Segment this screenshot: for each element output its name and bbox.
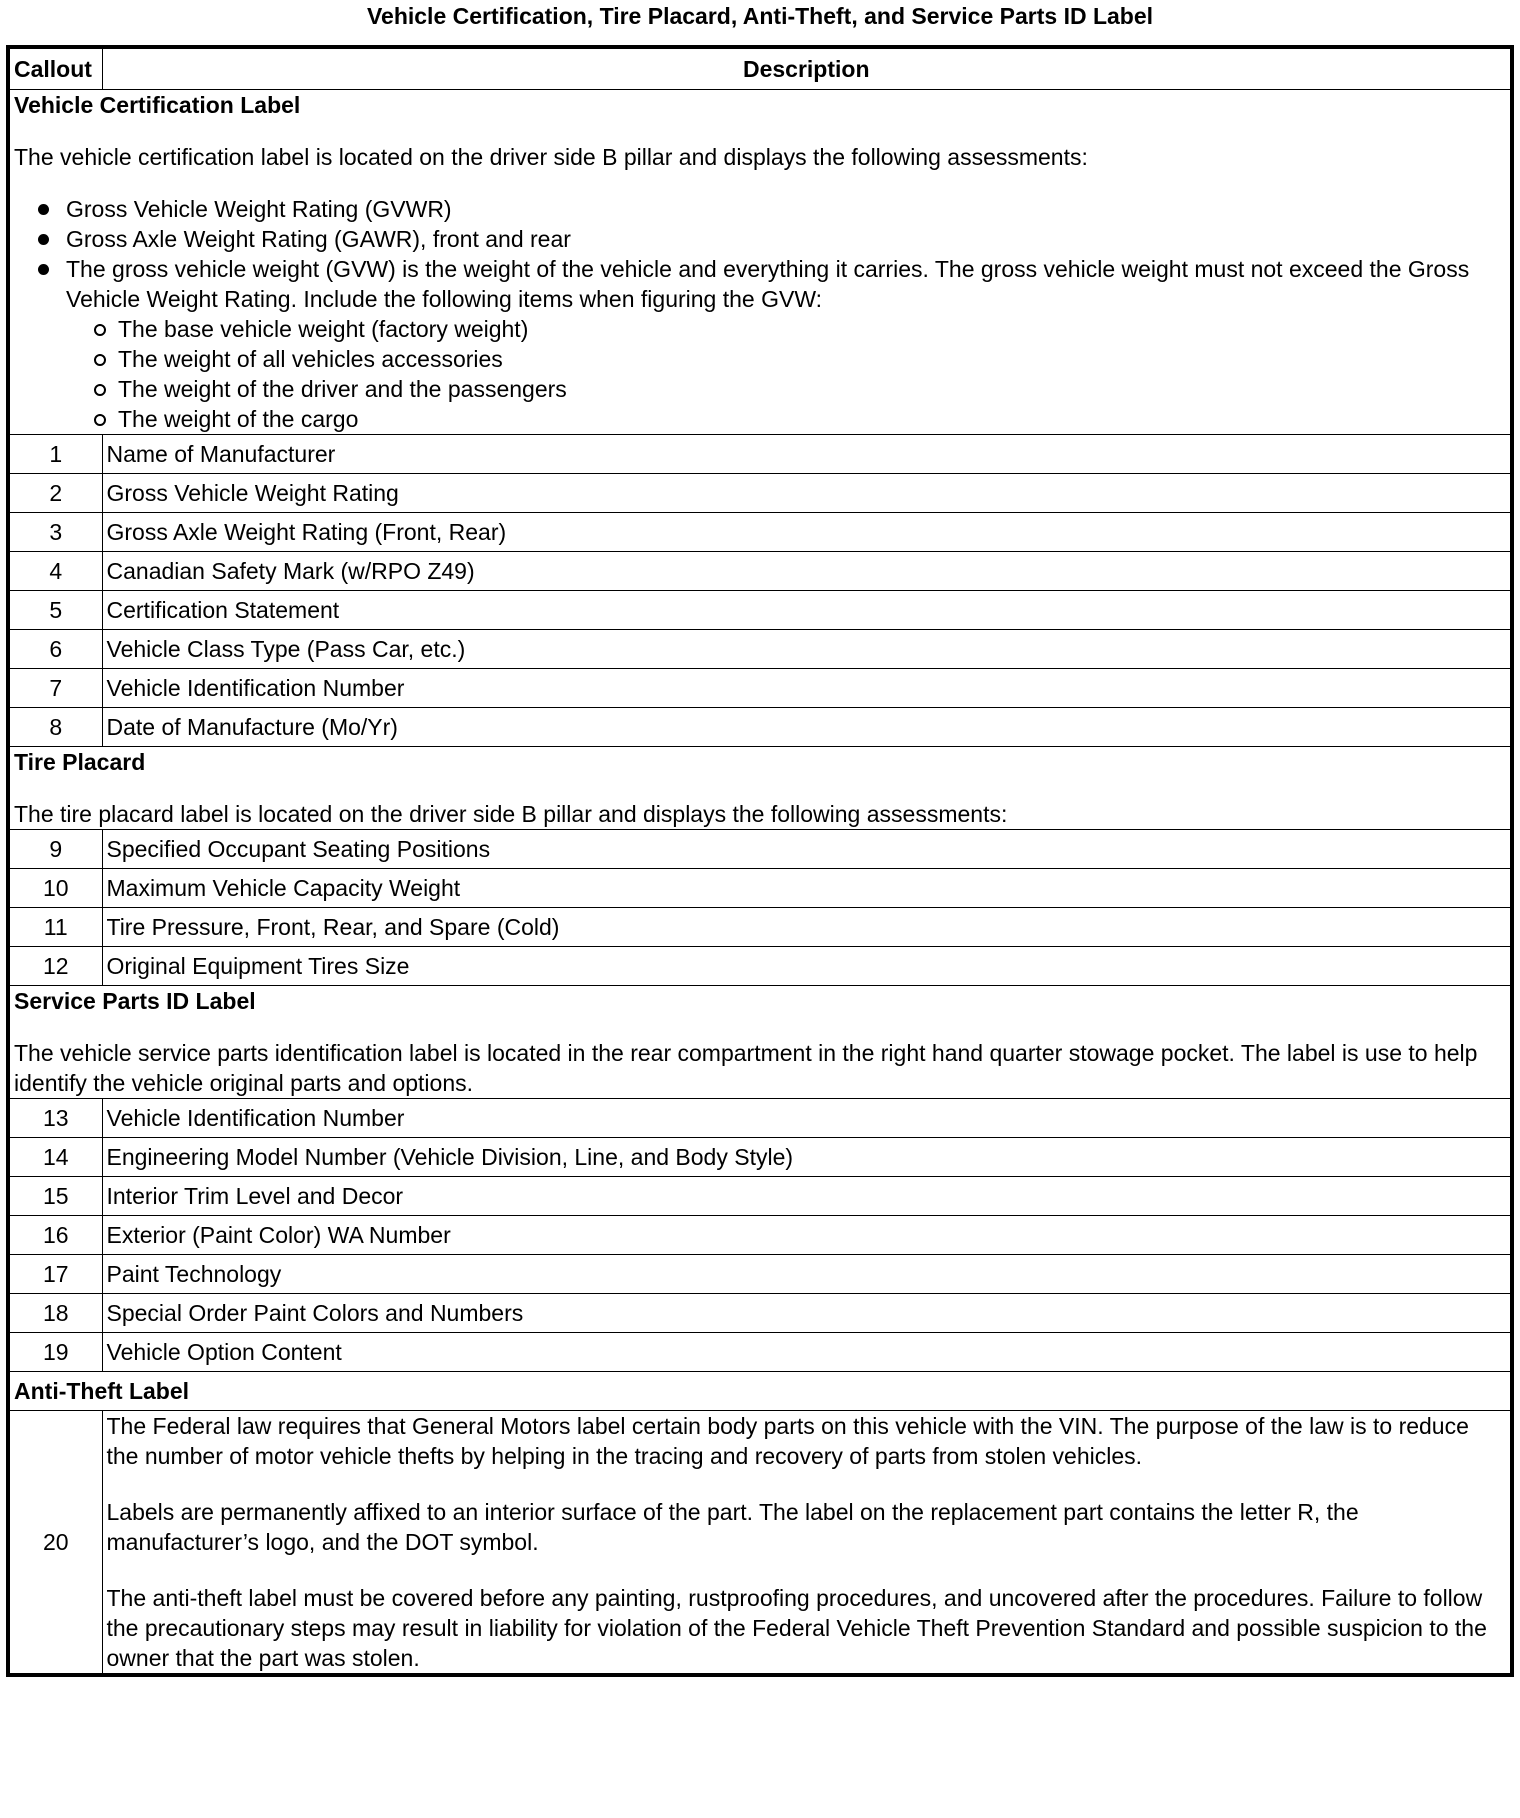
callout-description: Specified Occupant Seating Positions: [102, 830, 1512, 869]
callout-number: 9: [8, 830, 102, 869]
sub-bullet-item: The weight of all vehicles accessories: [66, 344, 1506, 374]
table-row: [8, 908, 1512, 947]
callout-number: 1: [8, 435, 102, 474]
table-row: [8, 1216, 1512, 1255]
sub-bullet-item: The weight of the cargo: [66, 404, 1506, 434]
callout-number: 14: [8, 1138, 102, 1177]
callout-description: Vehicle Class Type (Pass Car, etc.): [102, 630, 1512, 669]
bullet-text: The gross vehicle weight (GVW) is the weight of the vehicle and everything it carries. The gross vehicle weight must not exceed the Gross Vehicle Weight Rating. Include the following items when figuring the GVW:: [66, 256, 1470, 312]
callout-number: 20: [8, 1411, 102, 1676]
section-service-parts-id: [8, 986, 1512, 1099]
section-row: [8, 1372, 1512, 1411]
callout-number: 7: [8, 669, 102, 708]
table-row: [8, 1294, 1512, 1333]
callout-number: 18: [8, 1294, 102, 1333]
callout-description: Name of Manufacturer: [102, 435, 1512, 474]
paragraph: The Federal law requires that General Motors label certain body parts on this vehicle with the VIN. The purpose of the law is to reduce the number of motor vehicle thefts by helping in the tracing and recovery of parts from stolen vehicles.: [106, 1413, 1469, 1469]
callout-description: Vehicle Identification Number: [102, 1099, 1512, 1138]
table-row: [8, 1411, 1512, 1676]
section-row: [8, 747, 1512, 830]
bullet-list: [14, 194, 1506, 434]
callout-description: Canadian Safety Mark (w/RPO Z49): [102, 552, 1512, 591]
callout-description: Interior Trim Level and Decor: [102, 1177, 1512, 1216]
callout-description: Original Equipment Tires Size: [102, 947, 1512, 986]
bullet-item: [14, 254, 1506, 434]
table-row: [8, 1099, 1512, 1138]
bullet-item: Gross Vehicle Weight Rating (GVWR): [14, 194, 1506, 224]
callout-number: 16: [8, 1216, 102, 1255]
table-row: [8, 1333, 1512, 1372]
callout-number: 4: [8, 552, 102, 591]
callout-number: 10: [8, 869, 102, 908]
callout-number: 17: [8, 1255, 102, 1294]
table-row: [8, 1177, 1512, 1216]
callout-description: Special Order Paint Colors and Numbers: [102, 1294, 1512, 1333]
section-title: Tire Placard: [14, 749, 146, 775]
section-anti-theft: [8, 1372, 1512, 1411]
section-title: Vehicle Certification Label: [14, 92, 301, 118]
section-row: [8, 986, 1512, 1099]
table-row: [8, 474, 1512, 513]
bullet-item: Gross Axle Weight Rating (GAWR), front and rear: [14, 224, 1506, 254]
section-title: Anti-Theft Label: [14, 1378, 190, 1404]
section-intro: The vehicle certification label is located on the driver side B pillar and displays the following assessments:: [14, 144, 1088, 170]
callout-number: 3: [8, 513, 102, 552]
section-vehicle-certification: [8, 90, 1512, 435]
page-title: Vehicle Certification, Tire Placard, Anti-Theft, and Service Parts ID Label: [366, 3, 1154, 29]
section-row: [8, 90, 1512, 435]
callout-number: 11: [8, 908, 102, 947]
callout-number: 8: [8, 708, 102, 747]
callout-description: Maximum Vehicle Capacity Weight: [102, 869, 1512, 908]
description-header: Description: [102, 47, 1512, 90]
table-row: [8, 591, 1512, 630]
table-row: [8, 1255, 1512, 1294]
paragraph: The anti-theft label must be covered before any painting, rustproofing procedures, and uncovered after the procedures. Failure to follow the precautionary steps may result in liability for violation of the Federal Vehicle Theft Prevention Standard and possible suspicion to the owner that the part was stolen.: [106, 1585, 1487, 1671]
table-row: [8, 947, 1512, 986]
callout-number: 19: [8, 1333, 102, 1372]
section-intro: The tire placard label is located on the driver side B pillar and displays the following assessments:: [14, 801, 1008, 827]
callout-description: Paint Technology: [102, 1255, 1512, 1294]
section-title: Service Parts ID Label: [14, 988, 256, 1014]
callout-number: 13: [8, 1099, 102, 1138]
section-intro: The vehicle service parts identification label is located in the rear compartment in the right hand quarter stowage pocket. The label is use to help identify the vehicle original parts and options.: [14, 1040, 1478, 1096]
table-row: [8, 869, 1512, 908]
paragraph: Labels are permanently affixed to an interior surface of the part. The label on the replacement part contains the letter R, the manufacturer’s logo, and the DOT symbol.: [106, 1499, 1359, 1555]
table-row: [8, 1138, 1512, 1177]
callout-description: Tire Pressure, Front, Rear, and Spare (Cold): [102, 908, 1512, 947]
table-row: [8, 708, 1512, 747]
callout-number: 2: [8, 474, 102, 513]
callout-description: [102, 1411, 1512, 1676]
table-row: [8, 513, 1512, 552]
table-row: [8, 435, 1512, 474]
table-row: [8, 669, 1512, 708]
callout-description: Vehicle Option Content: [102, 1333, 1512, 1372]
section-tire-placard: [8, 747, 1512, 830]
callout-number: 5: [8, 591, 102, 630]
callout-number: 6: [8, 630, 102, 669]
table-row: [8, 552, 1512, 591]
sub-bullet-list: [66, 314, 1506, 434]
callout-description: Engineering Model Number (Vehicle Division, Line, and Body Style): [102, 1138, 1512, 1177]
header-row: [8, 47, 1512, 90]
table-row: [8, 830, 1512, 869]
callout-description: Certification Statement: [102, 591, 1512, 630]
callout-number: 12: [8, 947, 102, 986]
callout-number: 15: [8, 1177, 102, 1216]
callout-description: Exterior (Paint Color) WA Number: [102, 1216, 1512, 1255]
table-row: [8, 630, 1512, 669]
callout-description: Gross Axle Weight Rating (Front, Rear): [102, 513, 1512, 552]
sub-bullet-item: The weight of the driver and the passengers: [66, 374, 1506, 404]
label-table: [6, 45, 1514, 1677]
sub-bullet-item: The base vehicle weight (factory weight): [66, 314, 1506, 344]
callout-description: Gross Vehicle Weight Rating: [102, 474, 1512, 513]
callout-header: Callout: [8, 47, 102, 90]
callout-description: Vehicle Identification Number: [102, 669, 1512, 708]
callout-description: Date of Manufacture (Mo/Yr): [102, 708, 1512, 747]
